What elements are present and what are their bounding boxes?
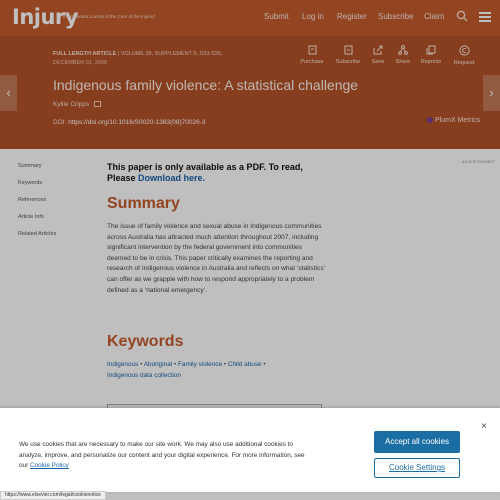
journal-logo[interactable]: Injury [12,5,78,29]
nav-register[interactable]: Register [337,12,367,21]
download-link[interactable]: Download here. [138,173,206,183]
share-label: Share [395,59,411,65]
keyword-link[interactable]: Indigenous data collection [107,371,181,379]
journal-subtitle: International Journal of the Care of the Injured [63,14,155,19]
keyword-separator: • [263,361,266,368]
save-label: Save [371,59,385,65]
sidebar-item-related-articles[interactable]: Related Articles [18,231,57,237]
sidebar-item-keywords[interactable]: Keywords [18,180,43,186]
previous-article-button[interactable]: ‹ [0,75,17,111]
nav-submit[interactable]: Submit [264,12,289,21]
request-label: Request [453,60,475,66]
author-name[interactable]: Kyllie Cripps [53,101,90,108]
reprints-label: Reprints [420,59,442,65]
doi-label: DOI: [53,119,67,126]
keyword-link[interactable]: Indigenous [107,361,139,368]
accept-all-cookies-button[interactable]: Accept all cookies [374,431,460,453]
cookie-text [19,440,314,472]
article-type-label: FULL LENGTH ARTICLE [53,51,117,57]
keyword-link[interactable]: Aboriginal [143,361,173,368]
keyword-link[interactable]: Family violence [177,361,223,368]
cookie-policy-link[interactable]: Cookie Policy [30,462,69,469]
keywords-heading: Keywords [107,333,184,350]
keyword-link[interactable]: Child abuse [227,361,262,368]
cookie-settings-button[interactable]: Cookie Settings [374,458,460,478]
nav-login[interactable]: Log in [302,12,324,21]
keyword-separator: • [173,361,177,368]
keyword-separator: • [140,361,143,368]
keyword-separator: • [223,361,227,368]
article-date: DECEMBER 01, 2008 [53,60,108,66]
volume-info: | VOLUME 39, SUPPLEMENT 5, S33-S35, [117,51,223,57]
cookie-banner [0,408,500,492]
sidebar-item-summary[interactable]: Summary [18,163,42,169]
pdf-notice-please: Please [107,173,139,183]
next-article-button[interactable]: › [483,75,500,111]
sidebar-item-article-info[interactable]: Article Info [18,214,44,220]
sidebar-item-references[interactable]: References [18,197,47,203]
summary-text: The issue of family violence and sexual abuse in Indigenous communities across Australia has attracted much attention throughout 2007, including significant intervention by the federal government into communities deemed to be in crisis. This paper critically examines the reporting and research of Indigenous violence in Australia and reflects on what ‘statistics’ can offer as we grapple with how to respond appropriately to a problem defined as a ‘national emergency’. [107,223,325,294]
close-icon[interactable]: × [481,421,487,432]
doi-link[interactable]: https://doi.org/10.1016/S0020-1383(08)70026-3 [68,119,206,126]
subscribe-label: Subscribe [335,59,361,65]
advertisement-label: ADVERTISEMENT [462,160,496,164]
summary-heading: Summary [107,195,180,212]
pdf-notice-text: This paper is only available as a PDF. To read, [107,162,303,172]
status-bar-url: https://www.elsevier.com/legal/cookienotice [0,491,106,500]
plumx-label: PlumX Metrics [435,117,481,124]
cookie-message: We use cookies that are necessary to make our site work. We may also use additional cookies to analyze, improve, and personalize our content and your digital experience. For more information, see our [19,441,305,469]
nav-subscribe[interactable]: Subscribe [378,12,414,21]
purchase-label: Purchase [300,59,324,65]
nav-claim[interactable]: Claim [424,12,445,21]
article-title: Indigenous family violence: A statistical challenge [53,77,359,93]
